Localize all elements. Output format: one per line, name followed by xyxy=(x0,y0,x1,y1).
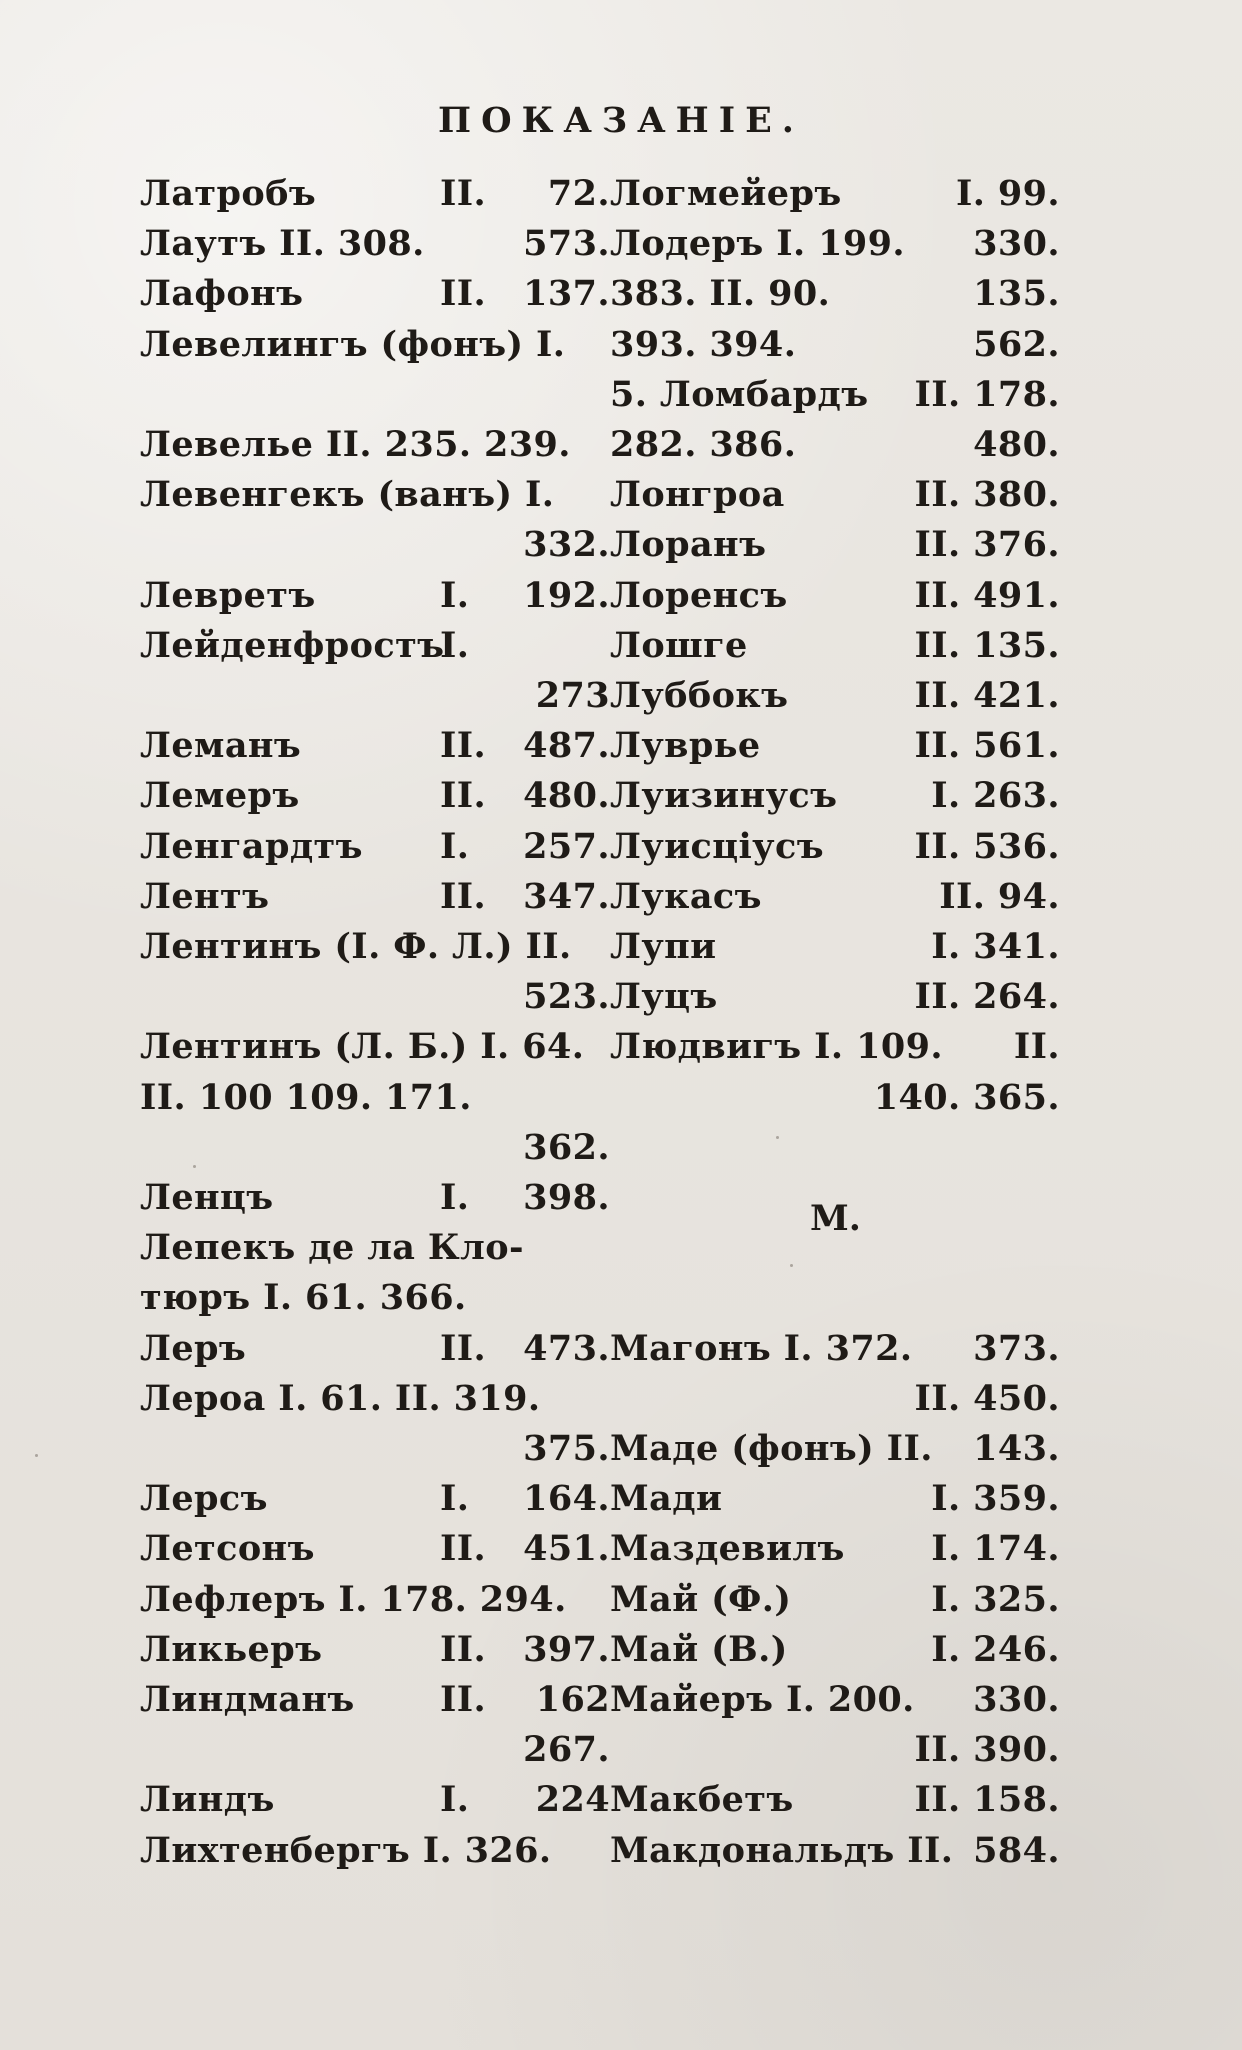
entry-name: Лерсъ xyxy=(140,1478,268,1520)
entry-volume: II. xyxy=(440,1327,487,1369)
entry-pages: II. 421. xyxy=(914,675,1060,716)
index-entry-left xyxy=(140,1626,610,1674)
index-entry-left xyxy=(140,1475,610,1523)
entry-name: Май (В.) xyxy=(610,1628,788,1670)
paper-speck xyxy=(790,1264,793,1267)
entry-volume: I. xyxy=(440,624,470,666)
entry-name: Лероа I. 61. II. 319. xyxy=(140,1377,541,1419)
entry-pages: I. 174. xyxy=(931,1528,1060,1570)
entry-name: Лейденфростъ xyxy=(140,624,445,666)
entry-name: Ленгардтъ xyxy=(140,825,363,867)
entry-pages: 375. xyxy=(523,1428,610,1469)
entry-name: Лупи xyxy=(610,926,717,967)
index-entry-right xyxy=(610,521,1060,569)
entry-name: Магонъ I. 372. xyxy=(610,1327,913,1369)
index-entry-right xyxy=(610,1074,1060,1122)
index-entry-left xyxy=(140,1124,610,1172)
index-entry-left xyxy=(140,1274,610,1322)
entry-pages: II. 561. xyxy=(914,725,1060,767)
entry-name: Левелье II. 235. 239. xyxy=(140,424,571,465)
entry-name: Лоренсъ xyxy=(610,574,788,616)
index-entry-left xyxy=(140,471,610,519)
entry-name: Лентинъ (I. Ф. Л.) II. xyxy=(140,926,572,967)
entry-pages: 347. xyxy=(523,875,610,917)
entry-name: Макдональдъ II. xyxy=(610,1829,954,1871)
index-entry-right xyxy=(610,572,1060,620)
index-entry-right xyxy=(610,1023,1060,1071)
index-entry-left xyxy=(140,572,610,620)
index-entry-left xyxy=(140,1074,610,1122)
index-entry-right xyxy=(610,170,1060,218)
entry-pages: 562. xyxy=(973,323,1060,365)
section-letter-m: М. xyxy=(810,1198,861,1239)
entry-pages: 273 xyxy=(535,675,610,716)
entry-pages: 143. xyxy=(973,1428,1060,1469)
entry-name: Ликьеръ xyxy=(140,1628,323,1670)
entry-name: Лемеръ xyxy=(140,775,300,817)
entry-pages: II. 158. xyxy=(914,1779,1060,1821)
entry-name: Луббокъ xyxy=(610,675,789,716)
entry-name: Левелингъ (фонъ) I. xyxy=(140,323,566,365)
entry-name: Летсонъ xyxy=(140,1528,315,1570)
entry-pages: 224 xyxy=(535,1779,610,1821)
index-entry-left xyxy=(140,1023,610,1071)
entry-name: Лихтенбергъ I. 326. xyxy=(140,1829,552,1871)
index-entry-right xyxy=(610,1425,1060,1473)
entry-name: Латробъ xyxy=(140,173,317,214)
entry-name: Линдманъ xyxy=(140,1679,355,1720)
index-entry-right xyxy=(610,1274,1060,1322)
entry-pages: 584. xyxy=(973,1829,1060,1871)
entry-pages: II. 536. xyxy=(914,825,1060,867)
entry-pages: II. 264. xyxy=(914,976,1060,1018)
entry-name: Луисціусъ xyxy=(610,825,824,867)
index-entry-left xyxy=(140,1827,610,1875)
entry-pages: 72. xyxy=(547,173,610,214)
entry-name: 282. 386. xyxy=(610,424,797,465)
paper-speck xyxy=(193,1165,196,1168)
entry-name: Лепекъ де ла Кло- xyxy=(140,1227,524,1269)
entry-pages: 480. xyxy=(523,775,610,817)
index-entry-right xyxy=(610,1827,1060,1875)
index-entry-right xyxy=(610,1525,1060,1573)
entry-pages: II. xyxy=(1013,1026,1060,1068)
index-entry-right xyxy=(610,1325,1060,1373)
index-entry-left xyxy=(140,672,610,720)
entry-pages: 192. xyxy=(523,574,610,616)
index-entry-right xyxy=(610,873,1060,921)
entry-name: Лодеръ I. 199. xyxy=(610,223,905,265)
entry-pages: II. 491. xyxy=(914,574,1060,616)
entry-name: Леманъ xyxy=(140,725,302,767)
entry-name: Майеръ I. 200. xyxy=(610,1679,915,1720)
index-entry-left xyxy=(140,923,610,971)
index-entry-right xyxy=(610,471,1060,519)
entry-volume: II. xyxy=(440,775,487,817)
entry-pages: I. 341. xyxy=(931,926,1060,967)
index-entry-right xyxy=(610,421,1060,469)
entry-volume: II. xyxy=(440,725,487,767)
entry-pages: 397. xyxy=(523,1628,610,1670)
index-entry-left xyxy=(140,421,610,469)
index-entry-right xyxy=(610,1776,1060,1824)
entry-name: Логмейеръ xyxy=(610,173,842,214)
entry-pages: 362. xyxy=(523,1126,610,1168)
entry-pages: II. 380. xyxy=(914,474,1060,516)
index-entry-right xyxy=(610,220,1060,268)
entry-pages: 257. xyxy=(523,825,610,867)
entry-pages: 164. xyxy=(523,1478,610,1520)
entry-pages: II. 390. xyxy=(914,1729,1060,1771)
entry-pages: II. 450. xyxy=(914,1377,1060,1419)
index-entry-left xyxy=(140,371,610,419)
index-entry-left xyxy=(140,622,610,670)
entry-name: Леръ xyxy=(140,1327,247,1369)
entry-name: II. 100 109. 171. xyxy=(140,1076,472,1118)
index-entry-left xyxy=(140,270,610,318)
entry-name: Лукасъ xyxy=(610,875,762,917)
entry-name: Лоранъ xyxy=(610,524,767,566)
page-heading: ПОКАЗАНІЕ. xyxy=(438,100,804,141)
entry-pages: 140. 365. xyxy=(873,1076,1060,1118)
index-entry-left xyxy=(140,1425,610,1473)
index-entry-left xyxy=(140,1224,610,1272)
index-entry-left xyxy=(140,1525,610,1573)
entry-name: 5. Ломбардъ xyxy=(610,373,869,415)
entry-volume: II. xyxy=(440,173,487,214)
index-entry-right xyxy=(610,270,1060,318)
paper-speck xyxy=(776,1136,779,1139)
entry-pages: 330. xyxy=(973,223,1060,265)
index-entry-right xyxy=(610,1676,1060,1724)
entry-name: Левретъ xyxy=(140,574,316,616)
index-entry-left xyxy=(140,521,610,569)
index-entry-left xyxy=(140,772,610,820)
index-entry-right xyxy=(610,321,1060,369)
index-entry-right xyxy=(610,1626,1060,1674)
index-entry-right xyxy=(610,672,1060,720)
entry-name: Левенгекъ (ванъ) I. xyxy=(140,474,555,516)
entry-name: Людвигъ I. 109. xyxy=(610,1026,943,1068)
entry-pages: 332. xyxy=(523,524,610,566)
entry-name: Лафонъ xyxy=(140,273,304,315)
index-entry-right xyxy=(610,923,1060,971)
entry-pages: 523. xyxy=(523,976,610,1018)
paper-speck xyxy=(35,1454,38,1457)
entry-pages: I. 99. xyxy=(955,173,1060,214)
index-entry-left xyxy=(140,1776,610,1824)
index-entry-left xyxy=(140,1676,610,1724)
entry-name: Мади xyxy=(610,1478,723,1520)
index-entry-right xyxy=(610,722,1060,770)
entry-name: Лонгроа xyxy=(610,474,785,516)
index-entry-left xyxy=(140,823,610,871)
entry-name: Луцъ xyxy=(610,976,718,1018)
entry-name: Лентинъ (Л. Б.) I. 64. xyxy=(140,1026,585,1068)
entry-pages: 480. xyxy=(973,424,1060,465)
entry-name: Луврье xyxy=(610,725,761,767)
entry-pages: 473. xyxy=(523,1327,610,1369)
entry-pages: 398. xyxy=(523,1177,610,1218)
entry-pages: I. 263. xyxy=(931,775,1060,817)
entry-pages: II. 376. xyxy=(914,524,1060,566)
entry-name: тюръ I. 61. 366. xyxy=(140,1277,467,1319)
entry-volume: II. xyxy=(440,1628,487,1670)
entry-pages: 137. xyxy=(523,273,610,315)
entry-pages: 330. xyxy=(973,1679,1060,1720)
index-entry-left xyxy=(140,1325,610,1373)
index-entry-right xyxy=(610,1475,1060,1523)
index-entry-right xyxy=(610,1375,1060,1423)
index-entry-left xyxy=(140,220,610,268)
entry-pages: 373. xyxy=(973,1327,1060,1369)
entry-volume: II. xyxy=(440,1679,487,1720)
entry-pages: I. 359. xyxy=(931,1478,1060,1520)
entry-pages: I. 325. xyxy=(931,1578,1060,1620)
index-entry-left xyxy=(140,973,610,1021)
index-entry-right xyxy=(610,622,1060,670)
index-entry-left xyxy=(140,722,610,770)
index-entry-right xyxy=(610,823,1060,871)
entry-name: Лефлеръ I. 178. 294. xyxy=(140,1578,567,1620)
entry-name: Ленцъ xyxy=(140,1177,274,1218)
entry-pages: 162 xyxy=(535,1679,610,1720)
entry-pages: 451. xyxy=(523,1528,610,1570)
entry-pages: I. 246. xyxy=(931,1628,1060,1670)
entry-pages: 135. xyxy=(973,273,1060,315)
entry-pages: 487. xyxy=(523,725,610,767)
index-entry-left xyxy=(140,1576,610,1624)
index-entry-right xyxy=(610,973,1060,1021)
index-entry-left xyxy=(140,170,610,218)
index-entry-left xyxy=(140,1375,610,1423)
entry-name: Лошге xyxy=(610,624,748,666)
index-entry-right xyxy=(610,772,1060,820)
entry-name: Май (Ф.) xyxy=(610,1578,792,1620)
index-entry-right xyxy=(610,1726,1060,1774)
entry-name: Линдъ xyxy=(140,1779,275,1821)
entry-name: Лаутъ II. 308. xyxy=(140,223,425,265)
index-entry-right xyxy=(610,371,1060,419)
entry-volume: II. xyxy=(440,273,487,315)
entry-pages: II. 178. xyxy=(914,373,1060,415)
entry-name: 393. 394. xyxy=(610,323,797,365)
index-entry-left xyxy=(140,873,610,921)
entry-name: Маздевилъ xyxy=(610,1528,845,1570)
index-entry-right xyxy=(610,1576,1060,1624)
entry-volume: I. xyxy=(440,825,470,867)
entry-volume: II. xyxy=(440,1528,487,1570)
entry-pages: II. 94. xyxy=(939,875,1060,917)
index-entry-left xyxy=(140,321,610,369)
entry-volume: I. xyxy=(440,574,470,616)
index-entry-right xyxy=(610,1124,1060,1172)
entry-name: Лентъ xyxy=(140,875,270,917)
entry-name: 383. II. 90. xyxy=(610,273,831,315)
entry-name: Макбетъ xyxy=(610,1779,794,1821)
entry-volume: I. xyxy=(440,1478,470,1520)
entry-name: Маде (фонъ) II. xyxy=(610,1428,933,1469)
entry-pages: 267. xyxy=(523,1729,610,1771)
entry-volume: II. xyxy=(440,875,487,917)
index-entry-left xyxy=(140,1174,610,1222)
entry-pages: II. 135. xyxy=(914,624,1060,666)
entry-volume: I. xyxy=(440,1177,470,1218)
entry-name: Луизинусъ xyxy=(610,775,838,817)
entry-volume: I. xyxy=(440,1779,470,1821)
entry-pages: 573. xyxy=(523,223,610,265)
index-entry-left xyxy=(140,1726,610,1774)
